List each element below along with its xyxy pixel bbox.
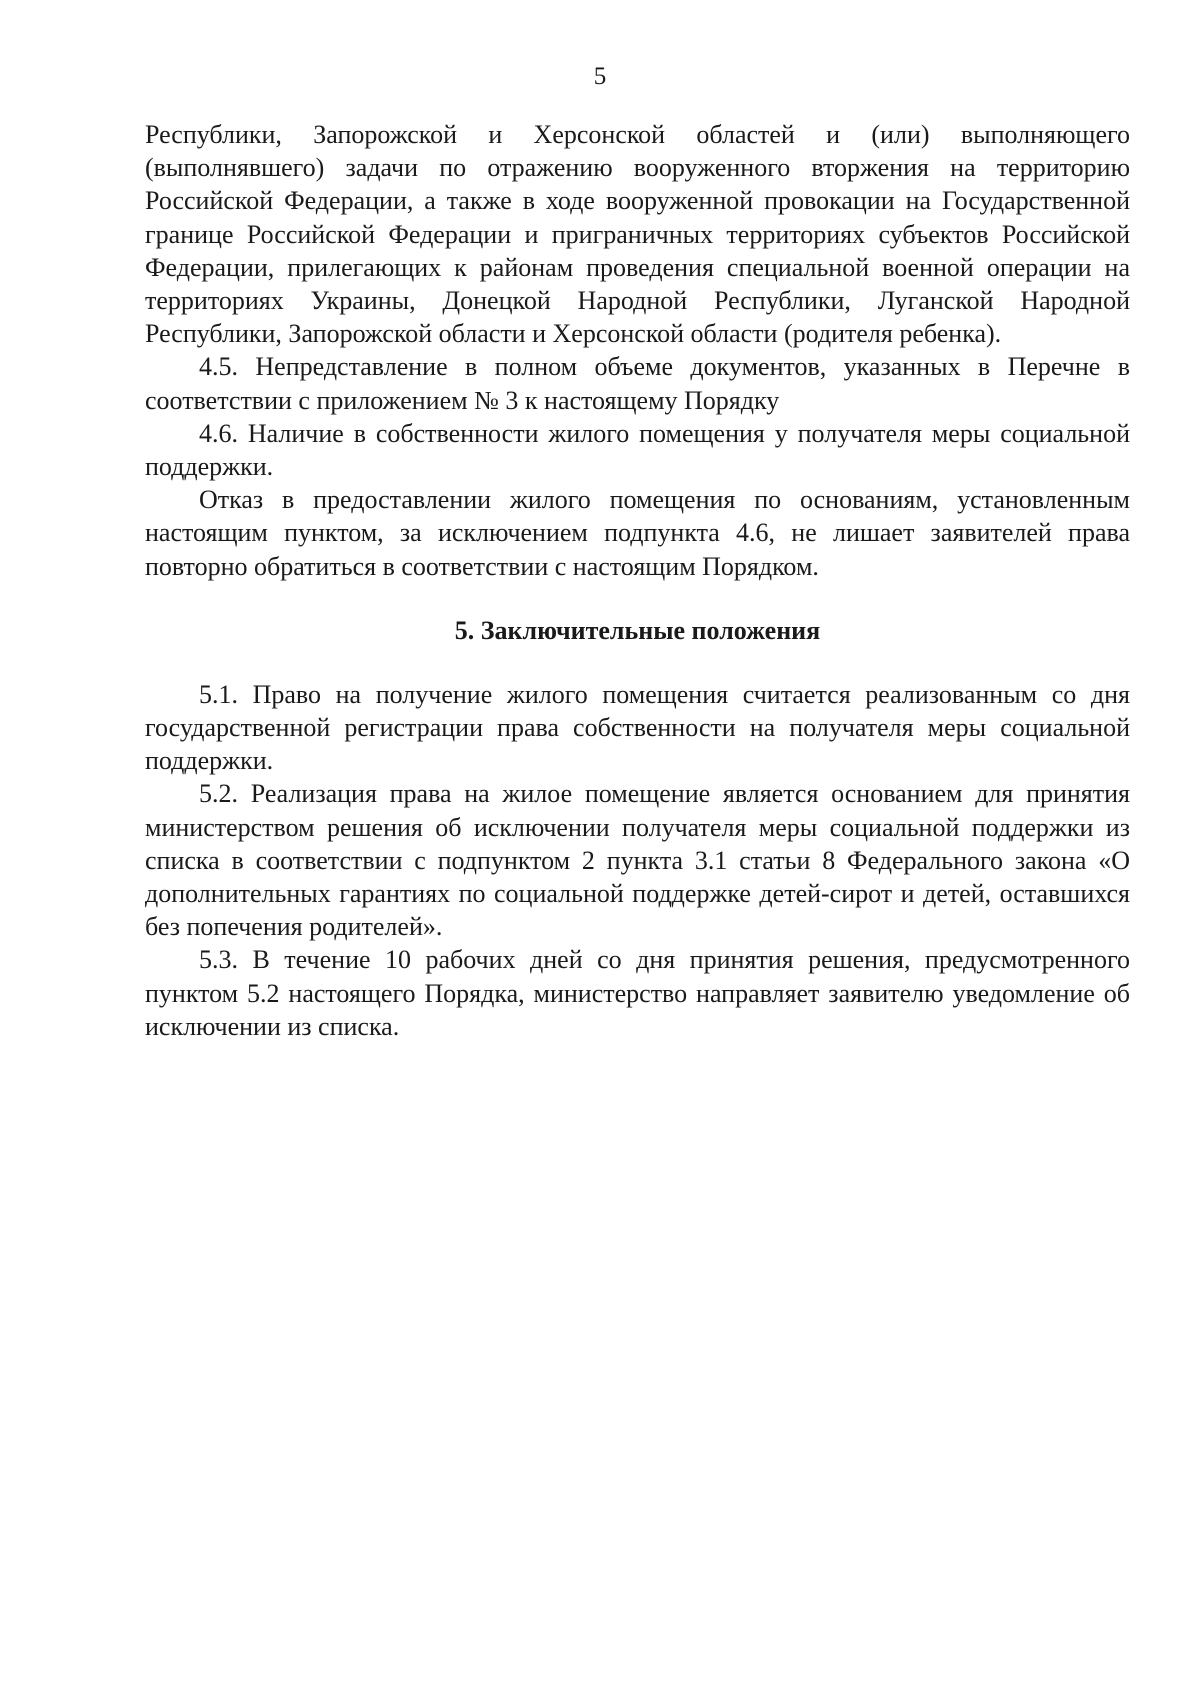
paragraph-item-4-6: 4.6. Наличие в собственности жилого помещения у получателя меры социальной поддержки. [145, 418, 1130, 482]
section-heading: 5. Заключительные положения [454, 615, 821, 645]
paragraph-item-4-5: 4.5. Непредставление в полном объеме документов, указанных в Перечне в соответствии с приложением № 3 к настоящему Порядку [145, 352, 1130, 415]
paragraph-item-5-1: 5.1. Право на получение жилого помещения считается реализованным со дня государственной регистрации права собственности на получателя меры социальной поддержки. [145, 679, 1130, 776]
paragraph-item-5-3: 5.3. В течение 10 рабочих дней со дня принятия решения, предусмотренного пунктом 5.2 настоящего Порядка, министерство направляет заявителю уведомление об исключении из списка. [145, 945, 1130, 1041]
document-body [145, 118, 1130, 1043]
page-number: 5 [593, 63, 607, 90]
paragraph-item-5-2: 5.2. Реализация права на жилое помещение является основанием для принятия министерством решения об исключении получателя меры социальной поддержки из списка в соответствии с подпунктом 2 пункта 3.1 статьи 8 Федерального закона «О дополнительных гарантиях по социальной поддержке детей-сирот и детей, оставшихся без попечения родителей». [145, 779, 1130, 942]
paragraph-continuation: Республики, Запорожской и Херсонской областей и (или) выполняющего (выполнявшего) задачи по отражению вооруженного вторжения на территорию Российской Федерации, а также в ходе вооруженной провокации на Государственной границе Российской Федерации и приграничных территориях субъектов Российской Федерации, прилегающих к районам проведения специальной военной операции на территориях Украины, Донецкой Народной Республики, Луганской Народной Республики, Запорожской области и Херсонской области (родителя ребенка). [145, 120, 1130, 349]
paragraph-refusal-note: Отказ в предоставлении жилого помещения по основаниям, установленным настоящим пунктом, за исключением подпункта 4.6, не лишает заявителей права повторно обратиться в соответствии с настоящим Порядком. [145, 485, 1130, 581]
